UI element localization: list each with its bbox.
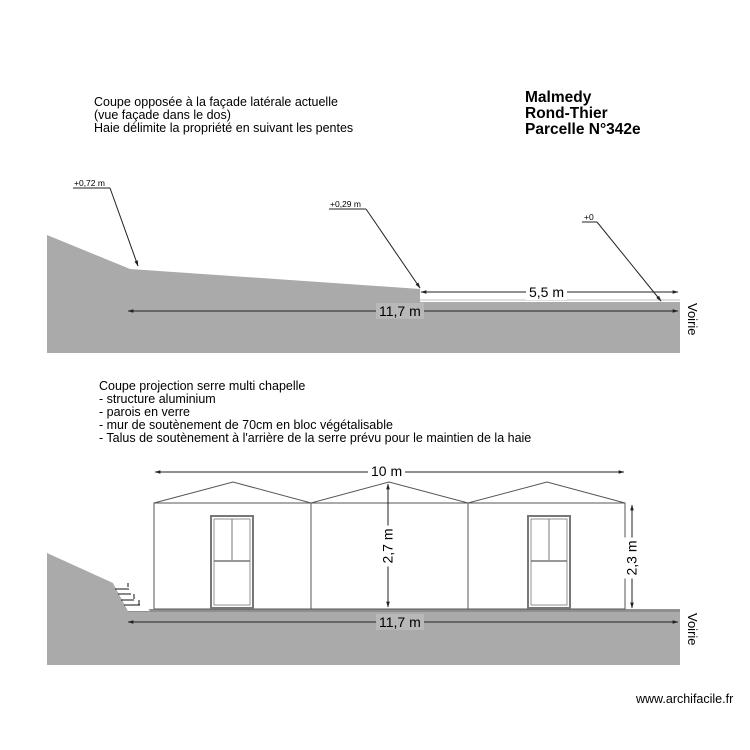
dim-label-2-3m: 2,3 m [624, 537, 640, 578]
dim-label-11-7m-top: 11,7 m [376, 303, 424, 319]
section1-caption-line1: Coupe opposée à la façade latérale actuelle [94, 95, 338, 109]
dim-label-2-7m: 2,7 m [380, 525, 396, 566]
section1-terrain [47, 235, 680, 353]
road-label-bottom: Voirie [685, 613, 700, 646]
location-town: Malmedy [525, 89, 592, 106]
location-parcel: Parcelle N°342e [525, 121, 641, 138]
section1-caption-line3: Haie délimite la propriété en suivant les pentes [94, 121, 354, 135]
section2-caption-line3: - parois en verre [99, 405, 191, 419]
dim-label-11-7m-bottom: 11,7 m [376, 614, 424, 630]
section1-caption-line2: (vue façade dans le dos) [94, 108, 231, 122]
section2-caption-line1: Coupe projection serre multi chapelle [99, 379, 306, 393]
level-label-0: +0 [584, 212, 594, 222]
level-label-072: +0,72 m [74, 178, 105, 188]
level-label-029: +0,29 m [330, 199, 361, 209]
section2-caption-line2: - structure aluminium [99, 392, 216, 406]
level-leader-029 [329, 209, 420, 288]
dim-label-10m: 10 m [368, 463, 405, 479]
location-district: Rond-Thier [525, 105, 608, 122]
section2-caption-line4: - mur de soutènement de 70cm en bloc végétalisable [99, 418, 393, 432]
section2-caption-line5: - Talus de soutènement à l'arrière de la serre prévu pour le maintien de la haie [99, 431, 532, 445]
door-right [528, 516, 570, 608]
dim-label-5-5m: 5,5 m [526, 284, 567, 300]
door-left [211, 516, 253, 608]
credit-link[interactable]: www.archifacile.fr [636, 692, 734, 706]
road-label-top: Voirie [685, 303, 700, 336]
level-leader-0 [582, 222, 661, 301]
